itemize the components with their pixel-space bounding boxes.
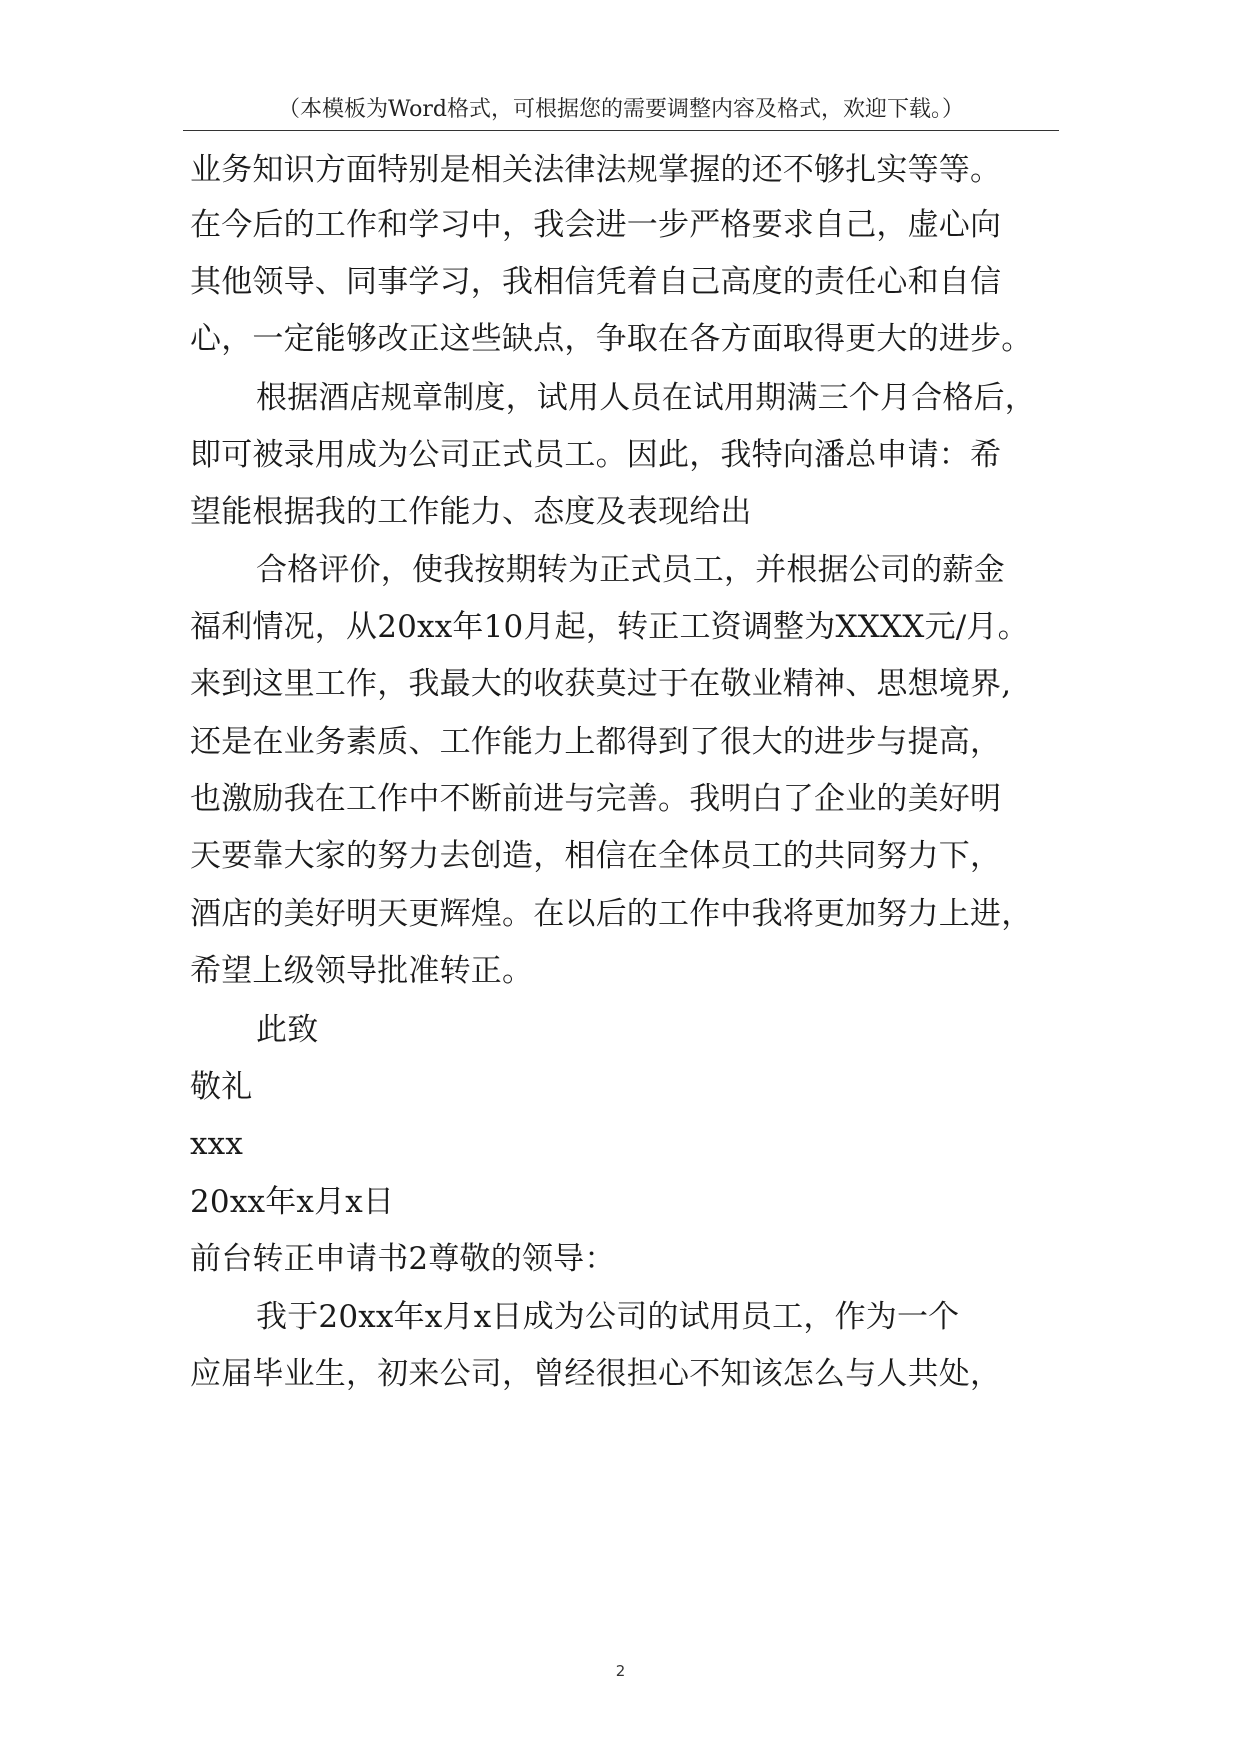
body-line-3: 其他领导、同事学习，我相信凭着自己高度的责任心和自信 <box>190 264 1002 300</box>
body-line-1: 业务知识方面特别是相关法律法规掌握的还不够扎实等等。 <box>190 152 1002 188</box>
body-line-10: 来到这里工作，我最大的收获莫过于在敬业精神、思想境界, <box>190 666 1012 702</box>
body-line-15: 希望上级领导批准转正。 <box>190 953 534 989</box>
body-line-13: 天要靠大家的努力去创造，相信在全体员工的共同努力下， <box>190 838 1002 874</box>
body-line-7: 望能根据我的工作能力、态度及表现给出 <box>190 494 752 530</box>
body-line-9: 福利情况，从20xx年10月起，转正工资调整为XXXX元/月。 <box>190 609 1029 645</box>
body-line-11: 还是在业务素质、工作能力上都得到了很大的进步与提高， <box>190 724 1002 760</box>
signature-name: xxx <box>190 1126 244 1162</box>
closing-salutation: 此致 <box>256 1012 319 1048</box>
body-line-22: 应届毕业生，初来公司，曾经很担心不知该怎么与人共处， <box>190 1356 1002 1392</box>
body-line-2: 在今后的工作和学习中，我会进一步严格要求自己，虚心向 <box>190 207 1002 243</box>
body-line-21: 我于20xx年x月x日成为公司的试用员工，作为一个 <box>256 1299 960 1335</box>
closing-regards: 敬礼 <box>190 1069 253 1105</box>
section-title: 前台转正申请书2尊敬的领导： <box>190 1241 616 1277</box>
template-note-header: （本模板为Word格式，可根据您的需要调整内容及格式，欢迎下载。） <box>278 97 964 122</box>
body-line-14: 酒店的美好明天更辉煌。在以后的工作中我将更加努力上进， <box>190 896 1033 932</box>
header-divider <box>183 130 1059 131</box>
body-line-5: 根据酒店规章制度，试用人员在试用期满三个月合格后， <box>256 380 1036 416</box>
body-line-4: 心，一定能够改正这些缺点，争取在各方面取得更大的进步。 <box>190 321 1033 357</box>
body-line-12: 也激励我在工作中不断前进与完善。我明白了企业的美好明 <box>190 781 1002 817</box>
body-line-8: 合格评价，使我按期转为正式员工，并根据公司的薪金 <box>256 552 1005 588</box>
page-number: 2 <box>615 1662 626 1680</box>
body-line-6: 即可被录用成为公司正式员工。因此，我特向潘总申请：希 <box>190 437 1002 473</box>
signature-date: 20xx年x月x日 <box>190 1184 395 1220</box>
